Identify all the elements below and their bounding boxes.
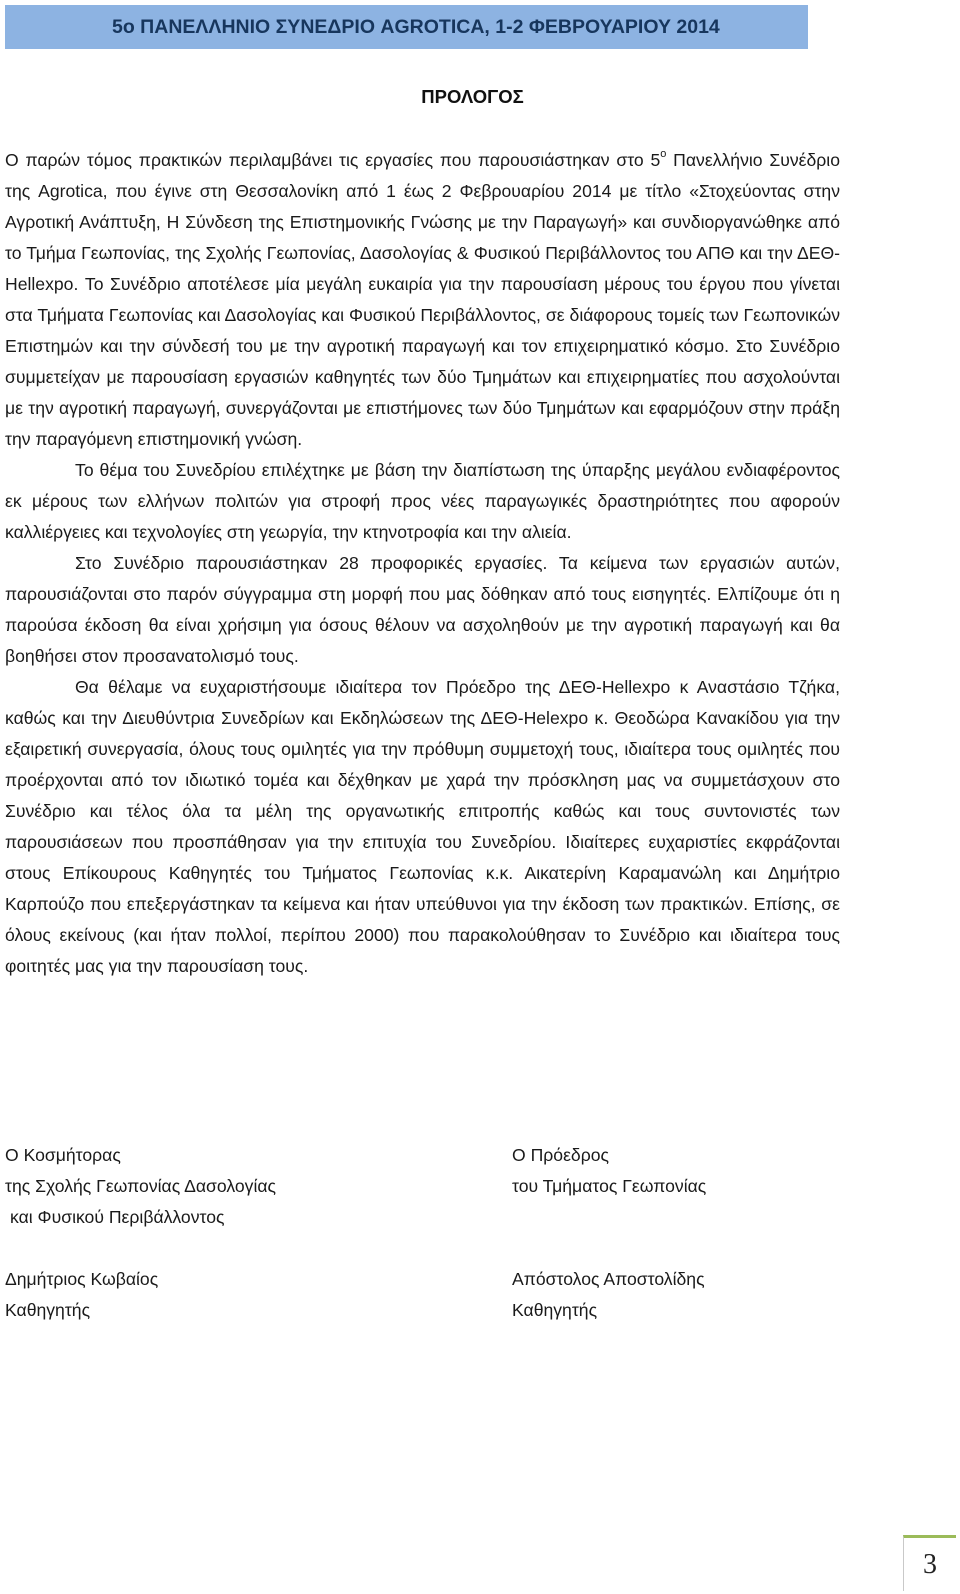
chair-name: Απόστολος Αποστολίδης [512, 1269, 705, 1289]
dean-role: Ο Κοσμήτορας [5, 1145, 121, 1165]
signature-dean [5, 1140, 425, 1326]
paragraph-1-start: Ο παρών τόμος πρακτικών περιλαμβάνει τις εργασίες που παρουσιάστηκαν στο 5 [5, 150, 661, 170]
paragraph-3: Στο Συνέδριο παρουσιάστηκαν 28 προφορικές εργασίες. Τα κείμενα των εργασιών αυτών, παρουσιάζονται στο παρόν σύγγραμμα στη μορφή που μας δόθηκαν από τους εισηγητές. Ελπίζουμε ότι η παρούσα έκδοση θα είναι χρήσιμη για όσους θέλουν να ασχοληθούν με την αγροτική παραγωγή και θα βοηθήσει στον προσανατολισμό τους. [5, 553, 840, 666]
paragraph-4: Θα θέλαμε να ευχαριστήσουμε ιδιαίτερα τον Πρόεδρο της ΔΕΘ-Hellexpo κ Αναστάσιο Τζήκα, καθώς και την Διευθύντρια Συνεδρίων και Εκδηλώσεων της ΔΕΘ-Helexpo κ. Θεοδώρα Κανακίδου για την εξαιρετική συνεργασία, όλους τους ομιλητές για την πρόθυμη συμμετοχή τους, ιδιαίτερα τους ομιλητές που προέρχονται από τον ιδιωτικό τομέα και δέχθηκαν με χαρά την πρόσκληση μας να συμμετάσχουν στο Συνέδριο και τέλος όλα τα μέλη της οργανωτικής επιτροπής καθώς και τους συντονιστές των παρουσιάσεων που προσπάθησαν για την επιτυχία του Συνεδρίου. Ιδιαίτερες ευχαριστίες εκφράζονται στους Επίκουρους Καθηγητές του Τμήματος Γεωπονίας κ.κ. Αικατερίνη Καραμανώλη και Δημήτριο Καρπούζο που επεξεργάστηκαν τα κείμενα και ήταν υπεύθυνοι για την έκδοση των πρακτικών. Επίσης, σε όλους εκείνους (και ήταν πολλοί, περίπου 2000) που παρακολούθησαν το Συνέδριο και ιδιαίτερα τους φοιτητές μας για την παρουσίαση τους. [5, 677, 840, 976]
paragraph-1 [5, 145, 840, 455]
dean-name: Δημήτριος Κωβαίος [5, 1269, 159, 1289]
page-title: ΠΡΟΛΟΓΟΣ [421, 86, 524, 107]
paragraph-1-rest: Πανελλήνιο Συνέδριο της Agrotica, που έγινε στη Θεσσαλονίκη από 1 έως 2 Φεβρουαρίου 2014 με τίτλο «Στοχεύοντας στην Αγροτική Ανάπτυξη, Η Σύνδεση της Επιστημονικής Γνώσης με την Παραγωγή» και συνδιοργανώθηκε από το Τμήμα Γεωπονίας, της Σχολής Γεωπονίας, Δασολογίας & Φυσικού Περιβάλλοντος του ΑΠΘ και την ΔΕΘ-Hellexpo. Το Συνέδριο αποτέλεσε μία μεγάλη ευκαιρία για την παρουσίαση μέρους του έργου που γίνεται στα Τμήματα Γεωπονίας και Δασολογίας και Φυσικού Περιβάλλοντος, σε διάφορους τομείς των Γεωπονικών Επιστημών και την σύνδεσή του με την αγροτική παραγωγή και τον επιχειρηματικό κόσμο. Στο Συνέδριο συμμετείχαν με παρουσίαση εργασιών καθηγητές των δύο Τμημάτων και επιχειρηματίες που ασχολούνται με την αγροτική παραγωγή, συνεργάζονται με επιστήμονες των δύο Τμημάτων και εφαρμόζουν στην πράξη την παραγόμενη επιστημονική γνώση. [5, 150, 840, 449]
dean-title: Καθηγητής [5, 1300, 91, 1320]
dean-school-cont: και Φυσικού Περιβάλλοντος [10, 1207, 225, 1227]
dean-school: της Σχολής Γεωπονίας Δασολογίας [5, 1176, 277, 1196]
chair-department: του Τμήματος Γεωπονίας [512, 1176, 707, 1196]
ordinal-superscript: ο [660, 148, 667, 160]
header-band [5, 5, 808, 49]
chair-role: Ο Πρόεδρος [512, 1145, 609, 1165]
preface-body [5, 145, 840, 982]
header-title: 5ο ΠΑΝΕΛΛΗΝΙΟ ΣΥΝΕΔΡΙΟ AGROTICA, 1-2 ΦΕΒΡΟΥΑΡΙΟΥ 2014 [112, 15, 720, 38]
chair-title: Καθηγητής [512, 1300, 598, 1320]
page-number-box [903, 1535, 956, 1591]
page-number: 3 [923, 1548, 937, 1580]
paragraph-2: Το θέμα του Συνεδρίου επιλέχτηκε με βάση την διαπίστωση της ύπαρξης μεγάλου ενδιαφέροντος εκ μέρους των ελλήνων πολιτών για στροφή προς νέες παραγωγικές δραστηριότητες που αφορούν καλλιέργειες και τεχνολογίες στη γεωργία, την κτηνοτροφία και την αλιεία. [5, 460, 840, 542]
signature-chair [512, 1140, 932, 1326]
